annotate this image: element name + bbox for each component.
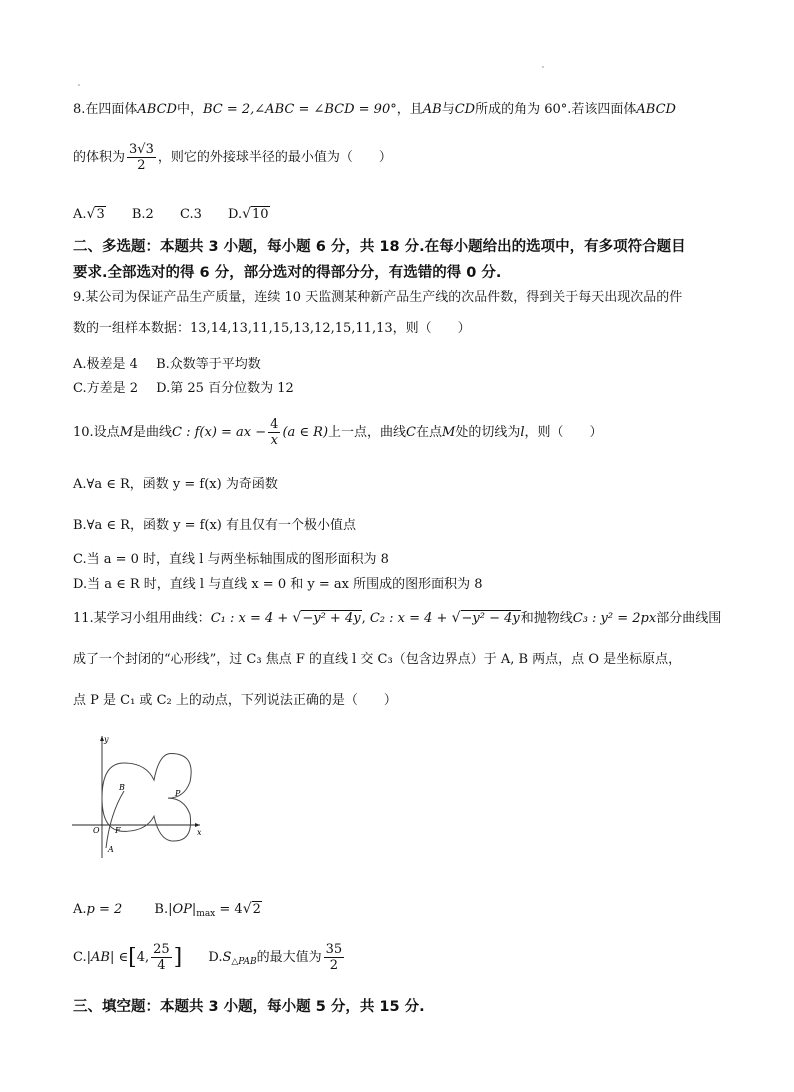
q11-option-b: B. [154, 902, 169, 917]
label-b: B [119, 783, 125, 792]
section3-heading: 三、填空题：本题共 3 小题，每小题 5 分，共 15 分. [73, 999, 425, 1015]
radicand: 10 [252, 207, 269, 222]
q11-option-c-value: |AB| ∈ [86, 950, 129, 965]
q9-data-line [73, 320, 471, 338]
q10-math: l [520, 425, 525, 440]
curve-c3: C₃ : y² = 2px [572, 611, 657, 626]
q8-option-a: A. [73, 207, 87, 222]
fraction-denominator: 4 [157, 958, 166, 973]
fraction-numerator: 3√3 [129, 142, 154, 157]
q10-math: (a ∈ R) [282, 425, 329, 440]
q9-option-c: C.方差是 2 [73, 381, 139, 396]
q9-stem: 9.某公司为保证产品生产质量，连续 10 天监测某种新产品生产线的次品件数，得到关于每天出现次品的件 [73, 290, 683, 305]
q8-text: 的体积为 [73, 150, 126, 165]
q11-options-row2 [73, 942, 346, 973]
line-l [106, 791, 124, 848]
sqrt-icon: √ [242, 901, 252, 917]
subscript: max [196, 909, 216, 919]
q10-fraction [268, 417, 280, 448]
q8-text: ，则它的外接球半径的最小值为（ ） [157, 150, 392, 165]
section2-heading: 二、多选题：本题共 3 小题，每小题 6 分，共 18 分.在每小题给出的选项中，有多项符合题目 [73, 239, 686, 255]
label-a: A [108, 845, 114, 854]
q8-option-c: C.3 [179, 207, 202, 222]
q8-line1 [73, 101, 676, 119]
section2-instructions: 要求.全部选对的得 6 分，部分选对的得部分分，有选错的得 0 分. [73, 265, 502, 281]
interval-upper-fraction [151, 942, 172, 973]
q8-math: ABCD [636, 102, 676, 117]
q10-text: 10.设点 [73, 425, 120, 440]
fraction-numerator: 25 [153, 942, 170, 957]
heart-curve-figure [66, 728, 206, 863]
subscript: △PAB [231, 957, 257, 967]
q8-line2 [73, 142, 392, 173]
q8-text: 中， [176, 102, 203, 117]
q10-text: 上一点，曲线 [328, 425, 407, 440]
q11-text: 11.某学习小组用曲线： [73, 611, 211, 626]
q10-option-c: C.当 a = 0 时，直线 l 与两坐标轴围成的图形面积为 8 [73, 552, 389, 567]
q8-text: 8.在四面体 [73, 102, 138, 117]
q10-text: 是曲线 [133, 425, 173, 440]
bracket-left-icon: [ [128, 945, 137, 970]
q8-text: 所成的角为 60°.若该四面体 [475, 102, 637, 117]
q10-option-d: D.当 a ∈ R 时，直线 l 与直线 x = 0 和 y = ax 所围成的图形面积为 8 [73, 577, 483, 592]
q9-options-row1 [73, 356, 261, 374]
q10-text: 处的切线为 [455, 425, 521, 440]
curve-c2: C₂ : x = 4 + [369, 611, 452, 626]
label-x: x [197, 828, 202, 837]
q9-option-b: B.众数等于平均数 [156, 357, 261, 372]
label-p: P [175, 789, 181, 798]
separator: , [361, 611, 370, 626]
sqrt-icon: √ [451, 610, 461, 626]
q10-math: C [406, 425, 416, 440]
label-o: O [93, 826, 100, 835]
q8-text: ，且 [396, 102, 423, 117]
q9-option-a: A.极差是 4 [73, 357, 138, 372]
q10-option-a: A.∀a ∈ R，函数 y = f(x) 为奇函数 [73, 477, 278, 492]
q9-text: 数的一组样本数据： [73, 321, 191, 336]
fraction-numerator: 4 [270, 417, 279, 432]
q10-math: M [442, 425, 456, 440]
q8-math: AB [422, 102, 442, 117]
x-axis-arrow-icon [195, 823, 200, 827]
bracket-right-icon: ] [173, 945, 183, 970]
fraction-denominator: 2 [137, 158, 146, 173]
q8-math: CD [454, 102, 476, 117]
q10-text: 在点 [416, 425, 443, 440]
q11-option-d-text: 的最大值为 [256, 950, 322, 965]
scan-speck [78, 84, 80, 86]
q11-option-b-rest: = 4 [215, 902, 243, 917]
q11-stem-line1 [73, 609, 721, 628]
q11-text: 和抛物线 [520, 611, 573, 626]
q11-option-a-value: p = 2 [86, 902, 123, 917]
q8-math: ABCD [137, 102, 177, 117]
q10-text: ，则（ ） [524, 425, 603, 440]
q10-stem [73, 417, 603, 448]
q8-math: BC = 2,∠ABC = ∠BCD = 90° [202, 102, 397, 117]
area-symbol: S [222, 950, 232, 965]
radicand: 3 [96, 207, 105, 222]
q10-math: M [119, 425, 133, 440]
q11-option-a: A. [73, 902, 87, 917]
q8-options [73, 205, 270, 224]
q10-function: C : f(x) = ax − [172, 425, 267, 440]
q9-options-row2 [73, 380, 294, 398]
q11-options-row1 [73, 900, 262, 923]
q9-text: ，则（ ） [392, 321, 471, 336]
fraction-denominator: 2 [329, 958, 339, 973]
sqrt-icon: √ [86, 206, 96, 222]
interval-lower: 4, [136, 950, 150, 965]
q11-text: 部分曲线围 [656, 611, 722, 626]
q8-text: 与 [441, 102, 455, 117]
radicand: −y² + 4y [302, 611, 361, 626]
q10-option-b: B.∀a ∈ R，函数 y = f(x) 有且仅有一个极小值点 [73, 518, 357, 533]
radicand: 2 [252, 902, 261, 917]
q11-option-d: D. [208, 950, 223, 965]
volume-fraction [127, 142, 156, 173]
q11-stem-line2: 成了一个封闭的“心形线”，过 C₃ 焦点 F 的直线 l 交 C₃（包含边界点）于 A, B 两点，点 O 是坐标原点， [73, 652, 682, 667]
radicand: −y² − 4y [461, 611, 520, 626]
max-area-fraction [324, 942, 345, 973]
sqrt-icon: √ [242, 206, 252, 222]
q9-sample-data: 13,14,13,11,15,13,12,15,11,13 [190, 321, 393, 336]
q9-option-d: D.第 25 百分位数为 12 [156, 381, 294, 396]
q11-stem-line3: 点 P 是 C₁ 或 C₂ 上的动点，下列说法正确的是（ ） [73, 693, 397, 708]
fraction-numerator: 35 [325, 942, 343, 957]
scan-speck [542, 66, 544, 68]
label-f: F [115, 826, 121, 835]
q8-option-b: B.2 [131, 207, 154, 222]
q8-option-d: D. [228, 207, 243, 222]
q11-option-b-value: |OP| [168, 902, 197, 917]
q11-option-c: C. [73, 950, 87, 965]
label-y: y [104, 735, 109, 744]
sqrt-icon: √ [292, 610, 302, 626]
fraction-denominator: x [270, 433, 278, 448]
curve-c1: C₁ : x = 4 + [210, 611, 293, 626]
